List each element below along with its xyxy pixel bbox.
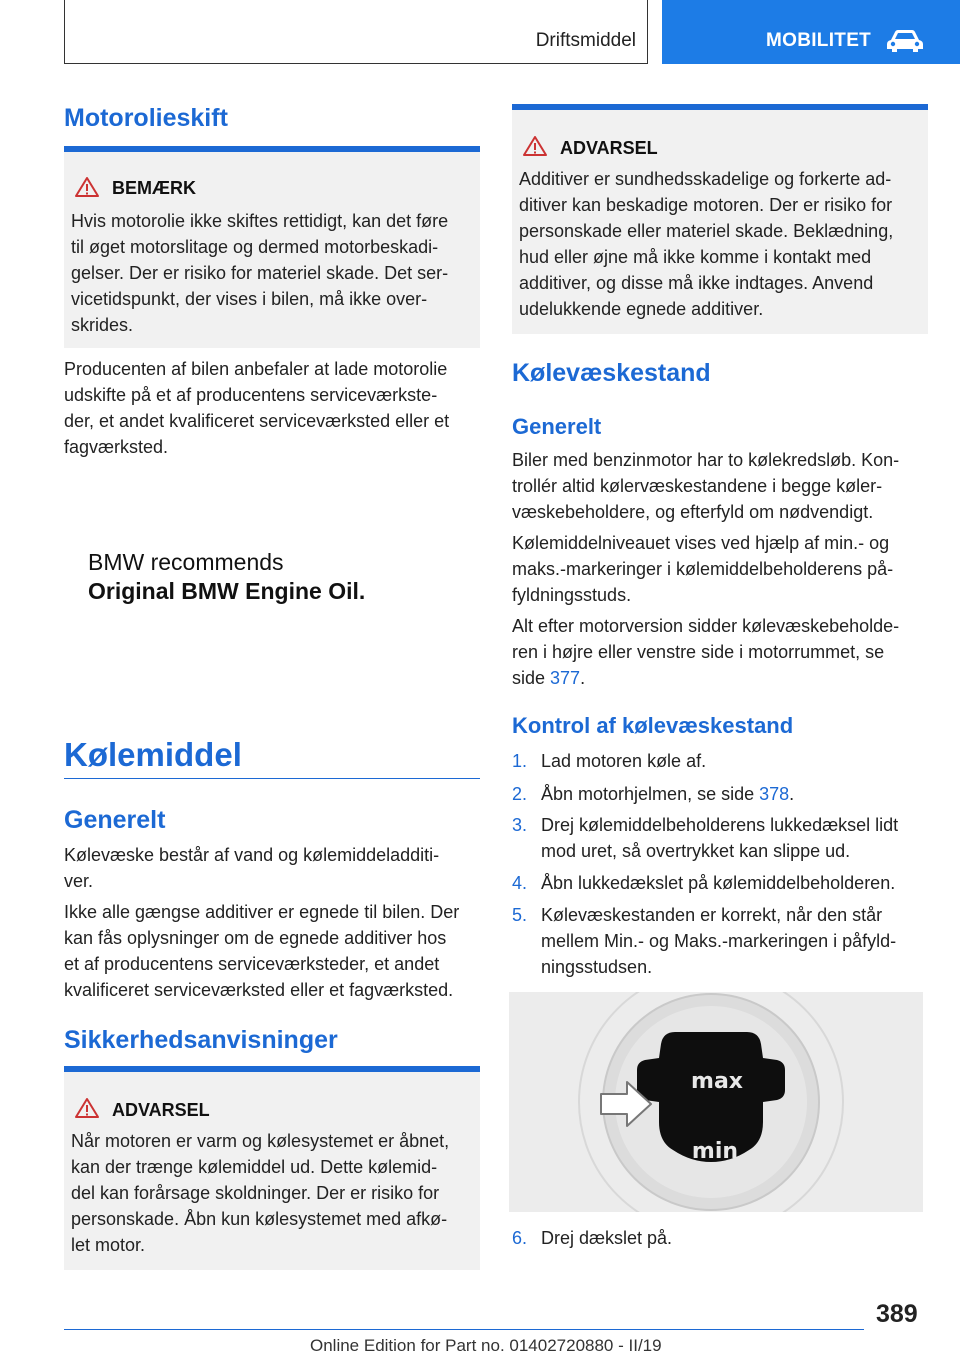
- header-chapter-title: MOBILITET: [766, 30, 872, 51]
- coolant-cap-illustration: [509, 992, 923, 1212]
- general-paragraph-1: Kølevæske består af vand og kølemiddeladditi- ver.: [64, 845, 440, 891]
- oil-change-heading: Motorolieskift: [64, 104, 228, 132]
- page-number: 389: [876, 1300, 918, 1328]
- warning-icon: [74, 1097, 100, 1119]
- step-1: 1. Lad motoren køle af.: [512, 751, 707, 771]
- step-4: 4. Åbn lukkedækslet på kølemiddelbeholderen.: [512, 873, 896, 893]
- note-text: Hvis motorolie ikke skiftes rettidigt, kan det føre til øget motorslitage og dermed motorbeskadi- gelser. Der er risiko for materiel skade. Det ser- vicetidspunkt, der vises i bilen, må ikke over- skrides.: [71, 211, 449, 335]
- step-6: 6. Drej dækslet på.: [512, 1228, 673, 1248]
- warning-text-right: Additiver er sundhedsskadelige og forkerte ad- ditiver kan beskadige motoren. Der er risiko for personskade eller materiel skade. Beklædning, hud eller øjne må ikke komme i kontakt med additiver, og disse må ikke indtages. Anvend udelukkende egnede additiver.: [519, 169, 894, 319]
- header-section-title: Driftsmiddel: [535, 30, 636, 51]
- page-link-377[interactable]: 377: [550, 668, 581, 688]
- warning-title-right: ADVARSEL: [560, 138, 658, 158]
- general-heading-right: Generelt: [512, 414, 602, 439]
- max-marking: max: [691, 1069, 743, 1094]
- min-marking: min: [691, 1139, 739, 1164]
- note-title: BEMÆRK: [112, 178, 196, 198]
- warning-box-left: [64, 1066, 480, 1270]
- warning-icon: [522, 135, 548, 157]
- car-icon: [885, 28, 925, 54]
- footer-edition: Online Edition for Part no. 01402720880 - II/19: [310, 1336, 662, 1355]
- level-paragraph-3: Alt efter motorversion sidder kølevæskebeholde- ren i højre eller venstre side i motorrummet, se side 377.: [512, 616, 900, 688]
- step-3: 3. Drej kølemiddelbeholderens lukkedæksel lidt mod uret, så overtrykket kan slippe ud.: [512, 815, 899, 861]
- general-heading-left: Generelt: [64, 806, 166, 834]
- oil-paragraph: Producenten af bilen anbefaler at lade motorolie udskifte på et af producentens serviceværkste- der, et andet kvalificeret serviceværksted eller et fagværksted.: [64, 359, 450, 457]
- level-paragraph-1: Biler med benzinmotor har to kølekredsløb. Kon- trollér altid kølervæskestandene i begge køler- væskebeholdere, og efterfyld om nødvendigt.: [512, 450, 900, 522]
- bmw-oil-text: Original BMW Engine Oil.: [88, 578, 366, 604]
- coolant-heading: Kølemiddel: [64, 736, 242, 773]
- step-5: 5. Kølevæskestanden er korrekt, når den står mellem Min.- og Maks.-markeringen i påfyld- ningsstudsen.: [512, 905, 897, 977]
- note-box: [64, 146, 480, 348]
- heading-rule: [64, 778, 480, 779]
- warning-title-left: ADVARSEL: [112, 1100, 210, 1120]
- level-paragraph-2: Kølemiddelniveauet vises ved hjælp af min.- og maks.-markeringer i kølemiddelbeholderens på- fyldningsstuds.: [512, 533, 894, 605]
- check-level-heading: Kontrol af kølevæskestand: [512, 713, 794, 738]
- footer-rule: [64, 1329, 864, 1330]
- safety-heading: Sikkerhedsanvisninger: [64, 1026, 338, 1054]
- warning-box-right: [512, 104, 928, 334]
- step-2: 2. Åbn motorhjelmen, se side 378.: [512, 784, 795, 804]
- warning-text-left: Når motoren er varm og kølesystemet er åbnet, kan der trænge kølemiddel ud. Dette kølemid- del kan forårsage skoldninger. Der er risiko for personskade. Åbn kun kølesystemet med afkø- let motor.: [71, 1131, 450, 1255]
- page-link-378[interactable]: 378: [759, 784, 790, 804]
- warning-icon: [74, 176, 100, 198]
- bmw-recommends-text: BMW recommends: [88, 549, 284, 575]
- coolant-level-heading: Kølevæskestand: [512, 359, 711, 387]
- general-paragraph-2: Ikke alle gængse additiver er egnede til bilen. Der kan fås oplysninger om de egnede additiver hos et af producentens serviceværksteder, et andet kvalificeret serviceværksted eller et fagværksted.: [64, 902, 460, 1000]
